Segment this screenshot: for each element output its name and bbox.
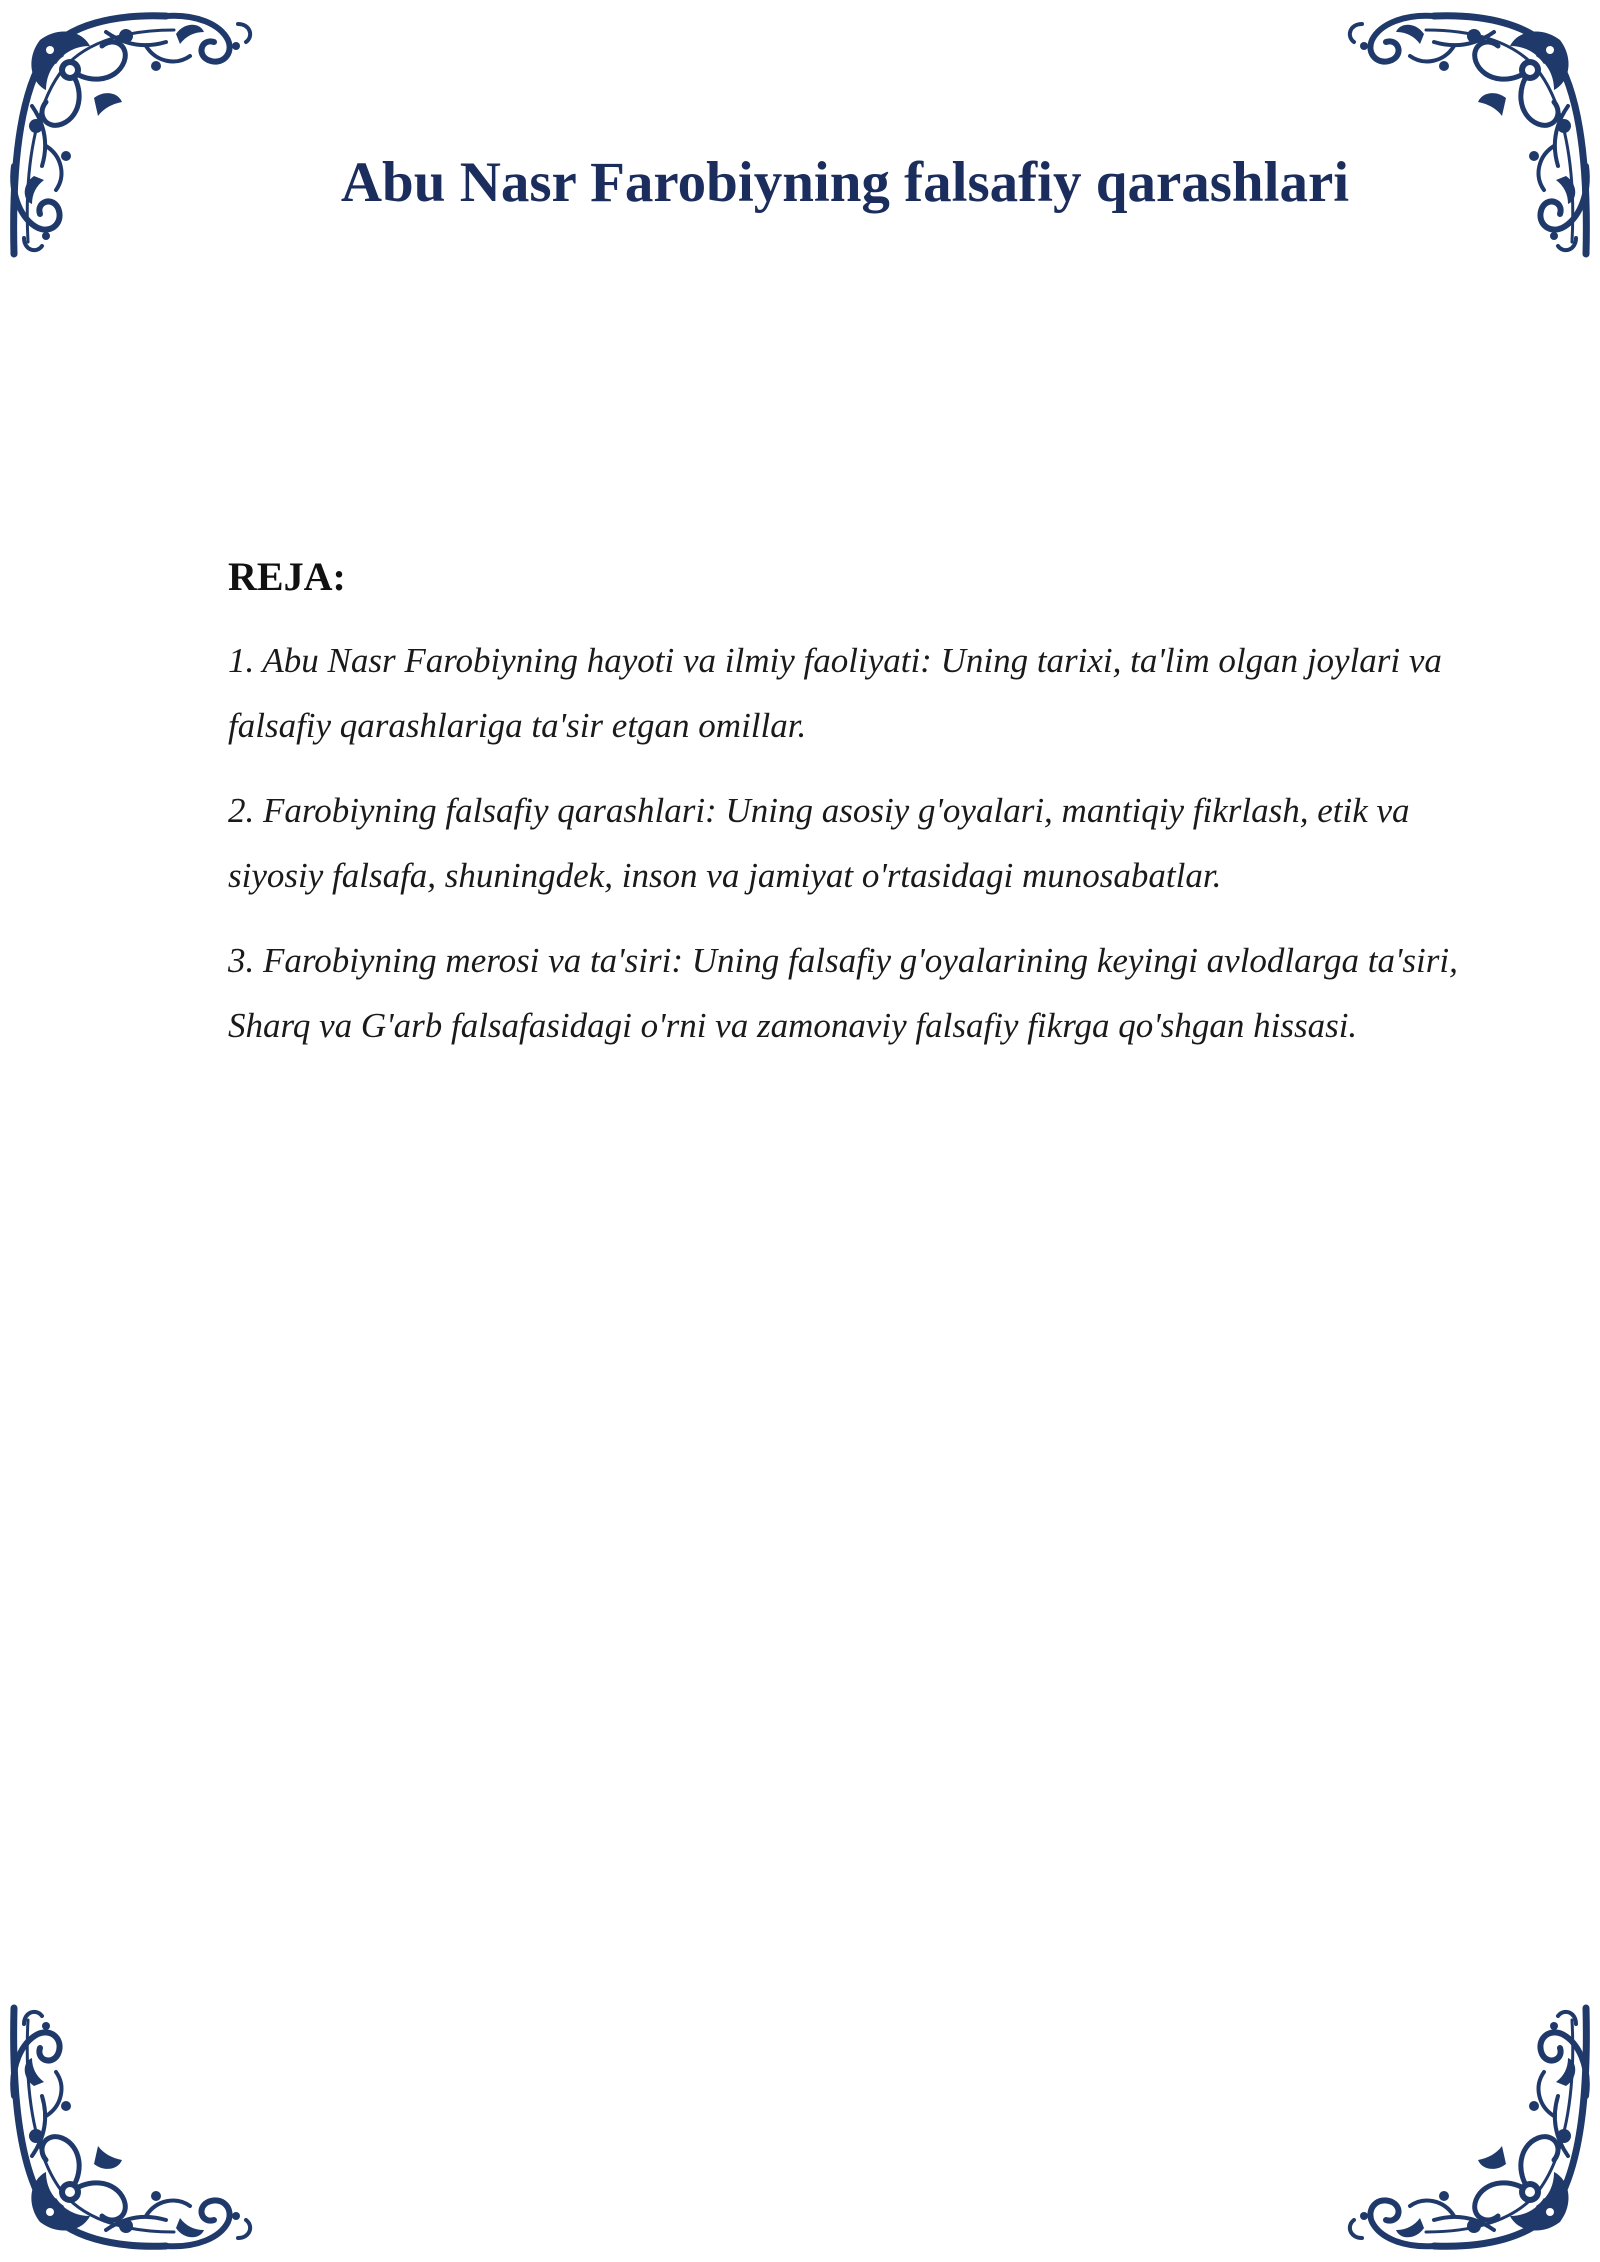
plan-item-3: 3. Farobiyning merosi va ta'siri: Uning falsafiy g'oyalarining keyingi avlodlarga ta'siri, Sharq va G'arb falsafasidagi o'rni va zamonaviy falsafiy fikrga qo'shgan hissasi. (228, 941, 1458, 1045)
ornament-corner-top-left (6, 6, 261, 261)
page-title: Abu Nasr Farobiyning falsafiy qarashlari (340, 151, 1350, 214)
floral-ornament-icon (1339, 6, 1594, 261)
plan-heading: REJA: (228, 554, 346, 599)
floral-ornament-icon (6, 6, 261, 261)
ornament-corner-bottom-left (6, 2001, 261, 2256)
floral-ornament-icon (1339, 2001, 1594, 2256)
ornament-corner-top-right (1339, 6, 1594, 261)
plan-item-2: 2. Farobiyning falsafiy qarashlari: Uning asosiy g'oyalari, mantiqiy fikrlash, etik va siyosiy falsafa, shuningdek, inson va jamiyat o'rtasidagi munosabatlar. (228, 791, 1410, 895)
ornament-corner-bottom-right (1339, 2001, 1594, 2256)
plan-item-1: 1. Abu Nasr Farobiyning hayoti va ilmiy faoliyati: Uning tarixi, ta'lim olgan joylari va falsafiy qarashlariga ta'sir etgan omillar. (228, 641, 1442, 745)
floral-ornament-icon (6, 2001, 261, 2256)
plan-section (228, 553, 1468, 1078)
